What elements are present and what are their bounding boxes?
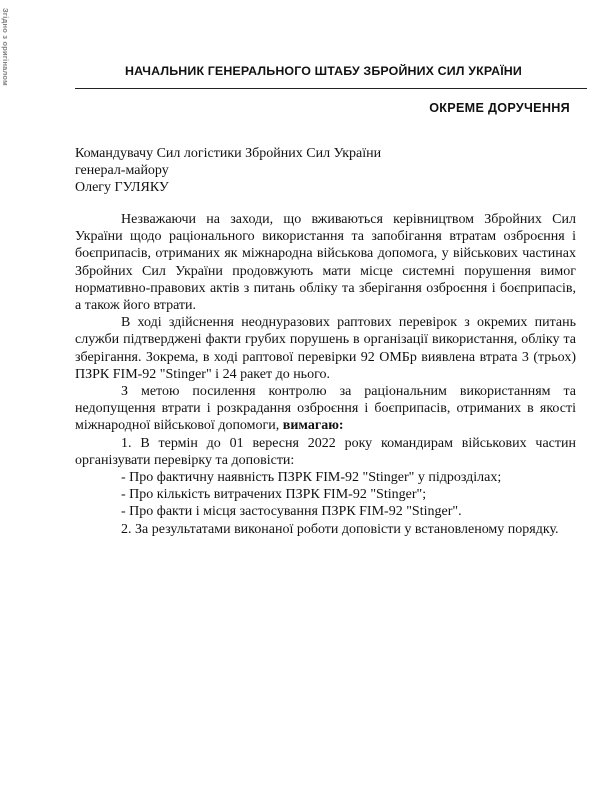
order-bullet-expended: - Про кількість витрачених ПЗРК FIM-92 "Stinger"; — [121, 487, 427, 503]
paragraph-inspection: В ході здійснення неоднуразових раптових перевірок з окремих питань служби підтверджені факти грубих порушень в організації використання, обліку та зберігання. Зокрема, в ході раптової перевірки 92 ОМБр виявлена втрата 3 (трьох) ПЗРК FIM-92 "Stinger" і 24 ракет до нього. — [75, 315, 576, 382]
issuer-title: НАЧАЛЬНИК ГЕНЕРАЛЬНОГО ШТАБУ ЗБРОЙНИХ СИЛ УКРАЇНИ — [125, 64, 522, 78]
paragraph-violations: Незважаючи на заходи, що вживаються керівництвом Збройних Сил України щодо раціонального використання та запобігання втратам озброєння і боєприпасів, отриманих як міжнародна військова допомога, у військових частинах Збройних Сил України продовжують мати місце системні порушення вимог нормативно-правових актів з питань обліку та зберігання озброєння і боєприпасів, а також його втрати. — [75, 212, 576, 314]
order-item-1: 1. В термін до 01 вересня 2022 року командирам військових частин організувати перевірку та доповісти: — [75, 435, 576, 468]
header-divider — [75, 88, 587, 89]
order-item-2: 2. За результатами виконаної роботи доповісти у встановленому порядку. — [121, 521, 559, 537]
order-bullet-presence: - Про фактичну наявність ПЗРК FIM-92 "Stinger" у підрозділах; — [121, 470, 502, 486]
addressee-position: Командувачу Сил логістики Збройних Сил України — [75, 146, 382, 161]
addressee-block — [75, 145, 575, 196]
paragraph-purpose — [75, 383, 576, 435]
addressee-rank: генерал-майору — [75, 163, 169, 178]
document-body — [75, 211, 576, 538]
order-bullet-usage: - Про факти і місця застосування ПЗРК FIM-92 "Stinger". — [121, 504, 462, 520]
demand-word: вимагаю: — [282, 418, 344, 434]
certified-copy-stamp-text: Згідно з оригіналом — [1, 8, 10, 86]
addressee-name: Олегу ГУЛЯКУ — [75, 180, 169, 195]
certified-copy-stamp — [1, 8, 11, 108]
document-type: ОКРЕМЕ ДОРУЧЕННЯ — [429, 101, 570, 115]
paragraph-purpose-text: З метою посилення контролю за раціональним використанням та недопущення втрати і розкрадання озброєння і боєприпасів, отриманих в якості міжнародної військової допомоги, — [75, 384, 576, 434]
